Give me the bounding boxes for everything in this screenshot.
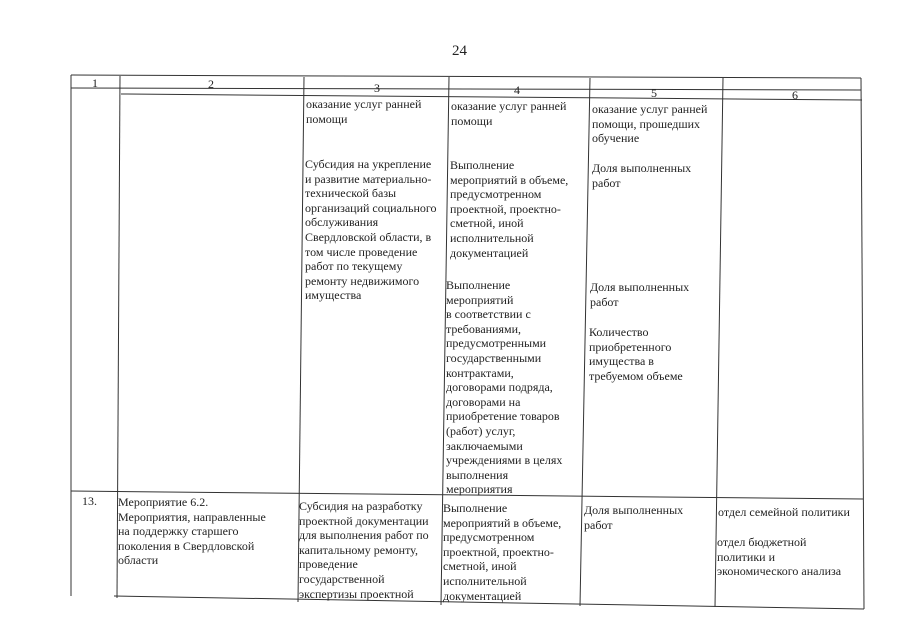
row1-col4-text-a: оказание услуг ранней помощи: [451, 99, 567, 128]
row1-col5-text-b: Доля выполненных работ: [592, 161, 692, 190]
column-border-6: [861, 78, 864, 609]
row2-col6-text-b: отдел бюджетной политики и экономического анализа: [717, 535, 842, 579]
column-border-5: [715, 78, 723, 607]
row2-col3-text: Субсидия на разработку проектной документации для выполнения работ по капитальному ремонту, проведение государственной экспертизы проектной: [299, 499, 429, 601]
row2-col5-text: Доля выполненных работ: [584, 503, 684, 532]
row1-col4-text-c: Выполнение мероприятий в соответствии с требованиями, предусмотренными государственными контрактами, договорами подряда, договорами на приобретение товаров (работ) услуг, заключаемыми учреждениями в целях выполнения мероприятия: [446, 278, 563, 497]
column-header-2: 2: [208, 77, 214, 91]
row1-col4-text-b: Выполнение мероприятий в объеме, предусмотренном проектной, проектно- сметной, иной исполнительной документацией: [450, 158, 569, 260]
column-header-1: 1: [92, 76, 98, 90]
row2-col4-text: Выполнение мероприятий в объеме, предусмотренном проектной, проектно- сметной, иной исполнительной документацией: [443, 501, 562, 603]
column-header-3: 3: [374, 81, 380, 95]
row2-col6-text-a: отдел семейной политики: [718, 505, 850, 519]
row2-number: 13.: [82, 494, 97, 508]
row1-col5-text-c: Доля выполненных работ: [590, 280, 690, 309]
row1-col3-text-a: оказание услуг ранней помощи: [306, 97, 422, 126]
column-header-6: 6: [792, 88, 798, 102]
table-top-border: [71, 75, 861, 78]
page-number: 24: [452, 43, 467, 59]
column-header-4: 4: [514, 83, 520, 97]
row1-col5-text-a: оказание услуг ранней помощи, прошедших обучение: [592, 102, 708, 146]
column-header-5: 5: [651, 86, 657, 100]
row1-col5-text-d: Количество приобретенного имущества в требуемом объеме: [589, 325, 683, 383]
row2-event-name: Мероприятие 6.2. Мероприятия, направленные на поддержку старшего поколения в Свердловской области: [118, 495, 266, 568]
row1-col3-text-b: Субсидия на укрепление и развитие материально- технической базы организаций социального обслуживания Свердловской области, в том числе проведение работ по текущему ремонту недвижимого имущества: [305, 157, 437, 303]
header-row-border: [71, 88, 861, 90]
